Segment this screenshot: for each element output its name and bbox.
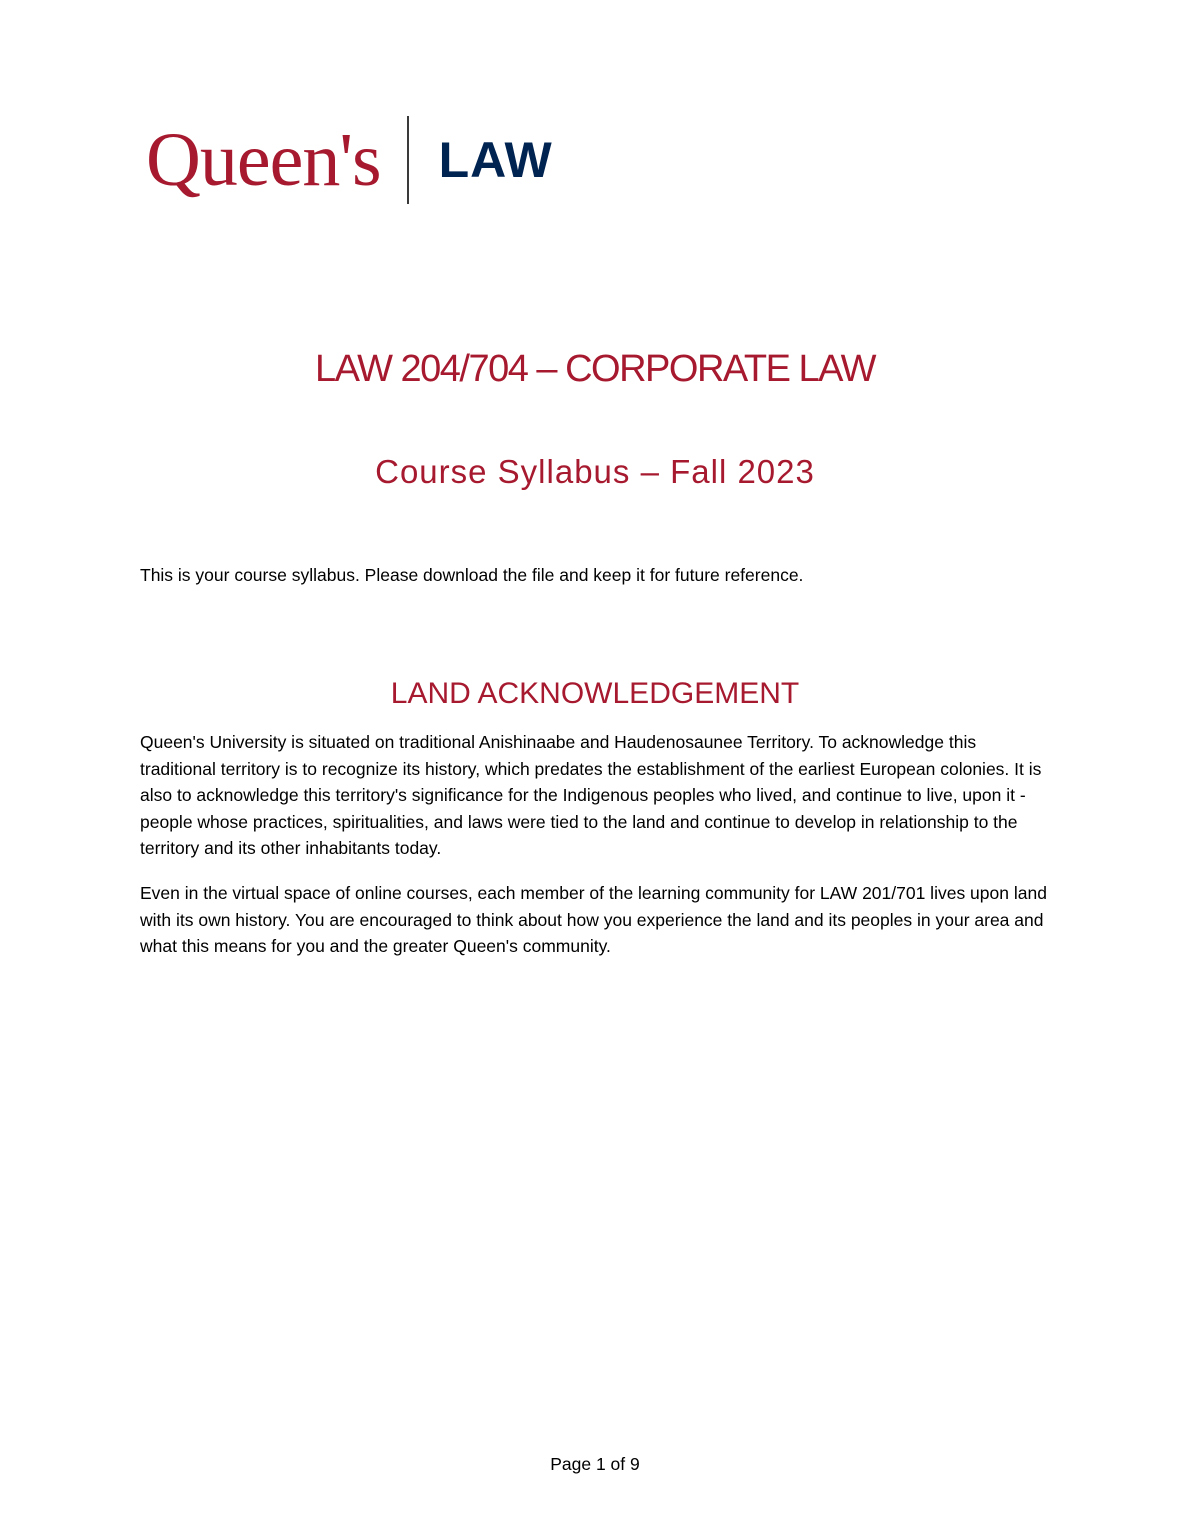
section-heading: LAND ACKNOWLEDGEMENT <box>390 677 800 710</box>
logo-unit: LAW <box>438 132 553 188</box>
land-acknowledgement-paragraph: Queen's University is situated on traditional Anishinaabe and Haudenosaunee Territory. To acknowledge this traditional territory is to recognize its history, which predates the establishment of the earliest European colonies. It is also to acknowledge this territory's significance for the Indigenous peoples who lived, and continue to live, upon it - people whose practices, spiritualities, and laws were tied to the land and continue to develop in relationship to the territory and its other inhabitants today. <box>140 732 1042 858</box>
document-title: LAW 204/704 – CORPORATE LAW <box>315 348 875 390</box>
queens-law-logo <box>146 112 553 208</box>
document-subtitle: Course Syllabus – Fall 2023 <box>375 453 815 490</box>
page-number: Page 1 of 9 <box>550 1454 640 1474</box>
online-community-paragraph: Even in the virtual space of online courses, each member of the learning community for LAW 201/701 lives upon land with its own history. You are encouraged to think about how you experience the land and its peoples in your area and what this means for you and the greater Queen's community. <box>140 883 1047 956</box>
intro-text: This is your course syllabus. Please download the file and keep it for future reference. <box>140 565 804 585</box>
logo-wordmark: Queen's <box>146 118 381 202</box>
logo-divider <box>407 116 409 204</box>
